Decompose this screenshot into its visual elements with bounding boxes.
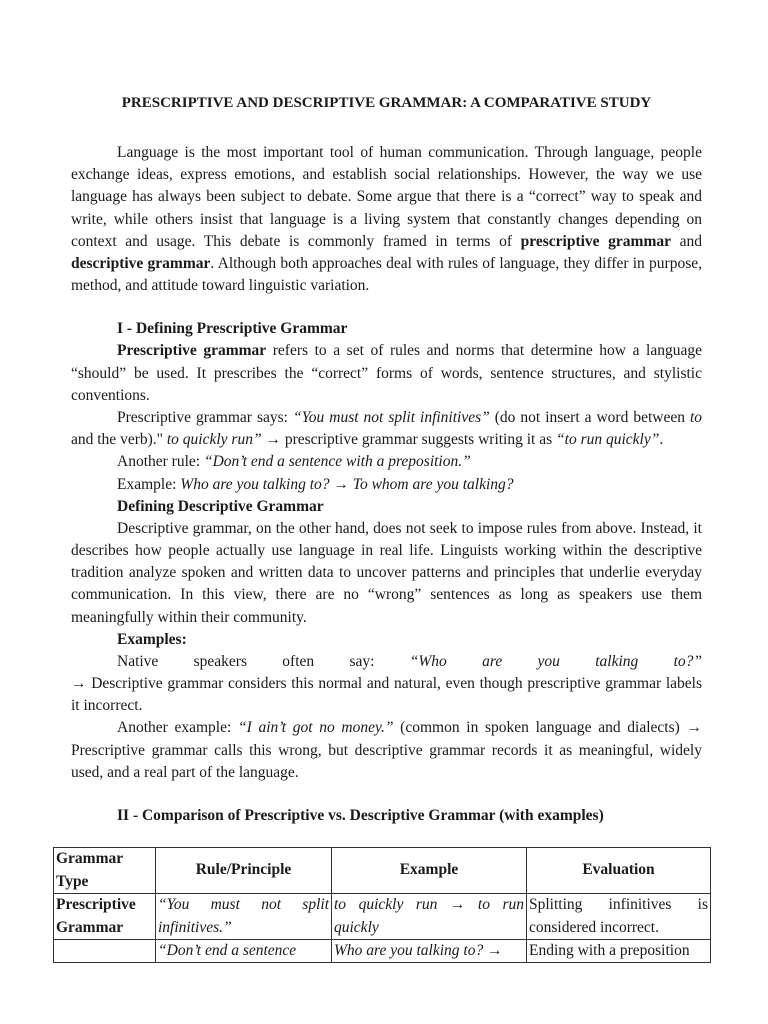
- header-grammar-type: Grammar Type: [54, 848, 156, 894]
- section-2-heading: II - Comparison of Prescriptive vs. Descriptive Grammar (with examples): [117, 807, 604, 825]
- cell-grammar-type: Prescriptive Grammar: [54, 894, 156, 940]
- cell-example: Who are you talking to? →: [332, 940, 527, 963]
- preposition-example: Example: Who are you talking to? → To whom are you talking?: [117, 475, 514, 493]
- table-row: [54, 940, 711, 963]
- prescriptive-definition: Prescriptive grammar refers to a set of rules and norms that determine how a language “should” be used. It prescribes the “correct” forms of words, sentence structures, and stylistic conventions.: [71, 342, 702, 404]
- section-1-heading: I - Defining Prescriptive Grammar: [117, 320, 348, 338]
- header-rule-principle: Rule/Principle: [156, 848, 332, 894]
- intro-paragraph: Language is the most important tool of human communication. Through language, people exchange ideas, express emotions, and establish social relationships. However, the way we use language has always been subject to debate. Some argue that there is a “correct” way to speak and write, while others insist that language is a living system that constantly changes depending on context and usage. This debate is commonly framed in terms of prescriptive grammar and descriptive grammar. Although both approaches deal with rules of language, they differ in purpose, method, and attitude toward linguistic variation.: [71, 144, 702, 295]
- cell-example: to quickly run → to run quickly: [332, 894, 527, 940]
- descriptive-heading: Defining Descriptive Grammar: [117, 497, 324, 515]
- document-body: [71, 94, 702, 827]
- aint-example: Another example: “I ain’t got no money.” (common in spoken language and dialects) → Prescriptive grammar calls this wrong, but descriptive grammar records it as meaningful, widely used, and a real part of the language.: [71, 719, 702, 781]
- descriptive-definition: Descriptive grammar, on the other hand, does not seek to impose rules from above. Instead, it describes how people actually use language in real life. Linguists working within the descriptive tradition analyze spoken and written data to uncover patterns and principles that underlie everyday communication. In this view, there are no “wrong” sentences as long as speakers use them meaningfully within their community.: [71, 519, 702, 626]
- cell-rule: “Don’t end a sentence: [156, 940, 332, 963]
- cell-evaluation: Splitting infinitives is considered incorrect.: [527, 894, 711, 940]
- header-evaluation: Evaluation: [527, 848, 711, 894]
- preposition-rule: Another rule: “Don’t end a sentence with a preposition.”: [117, 453, 471, 471]
- cell-evaluation: Ending with a preposition: [527, 940, 711, 963]
- header-example: Example: [332, 848, 527, 894]
- comparison-table: [53, 847, 711, 963]
- native-speakers-explanation: → Descriptive grammar considers this normal and natural, even though prescriptive grammar labels it incorrect.: [71, 675, 702, 715]
- table-row: [54, 894, 711, 940]
- native-speakers-line: Native speakers often say: “Who are you talking to?”: [117, 652, 702, 670]
- cell-rule: “You must not split infinitives.”: [156, 894, 332, 940]
- cell-grammar-type: [54, 940, 156, 963]
- split-infinitive-rule: Prescriptive grammar says: “You must not split infinitives” (do not insert a word between to and the verb)." to quickly run” → prescriptive grammar suggests writing it as “to run quickly”.: [71, 409, 703, 449]
- examples-label: Examples:: [117, 630, 187, 648]
- table-header-row: [54, 848, 711, 894]
- document-title: PRESCRIPTIVE AND DESCRIPTIVE GRAMMAR: A COMPARATIVE STUDY: [121, 95, 652, 111]
